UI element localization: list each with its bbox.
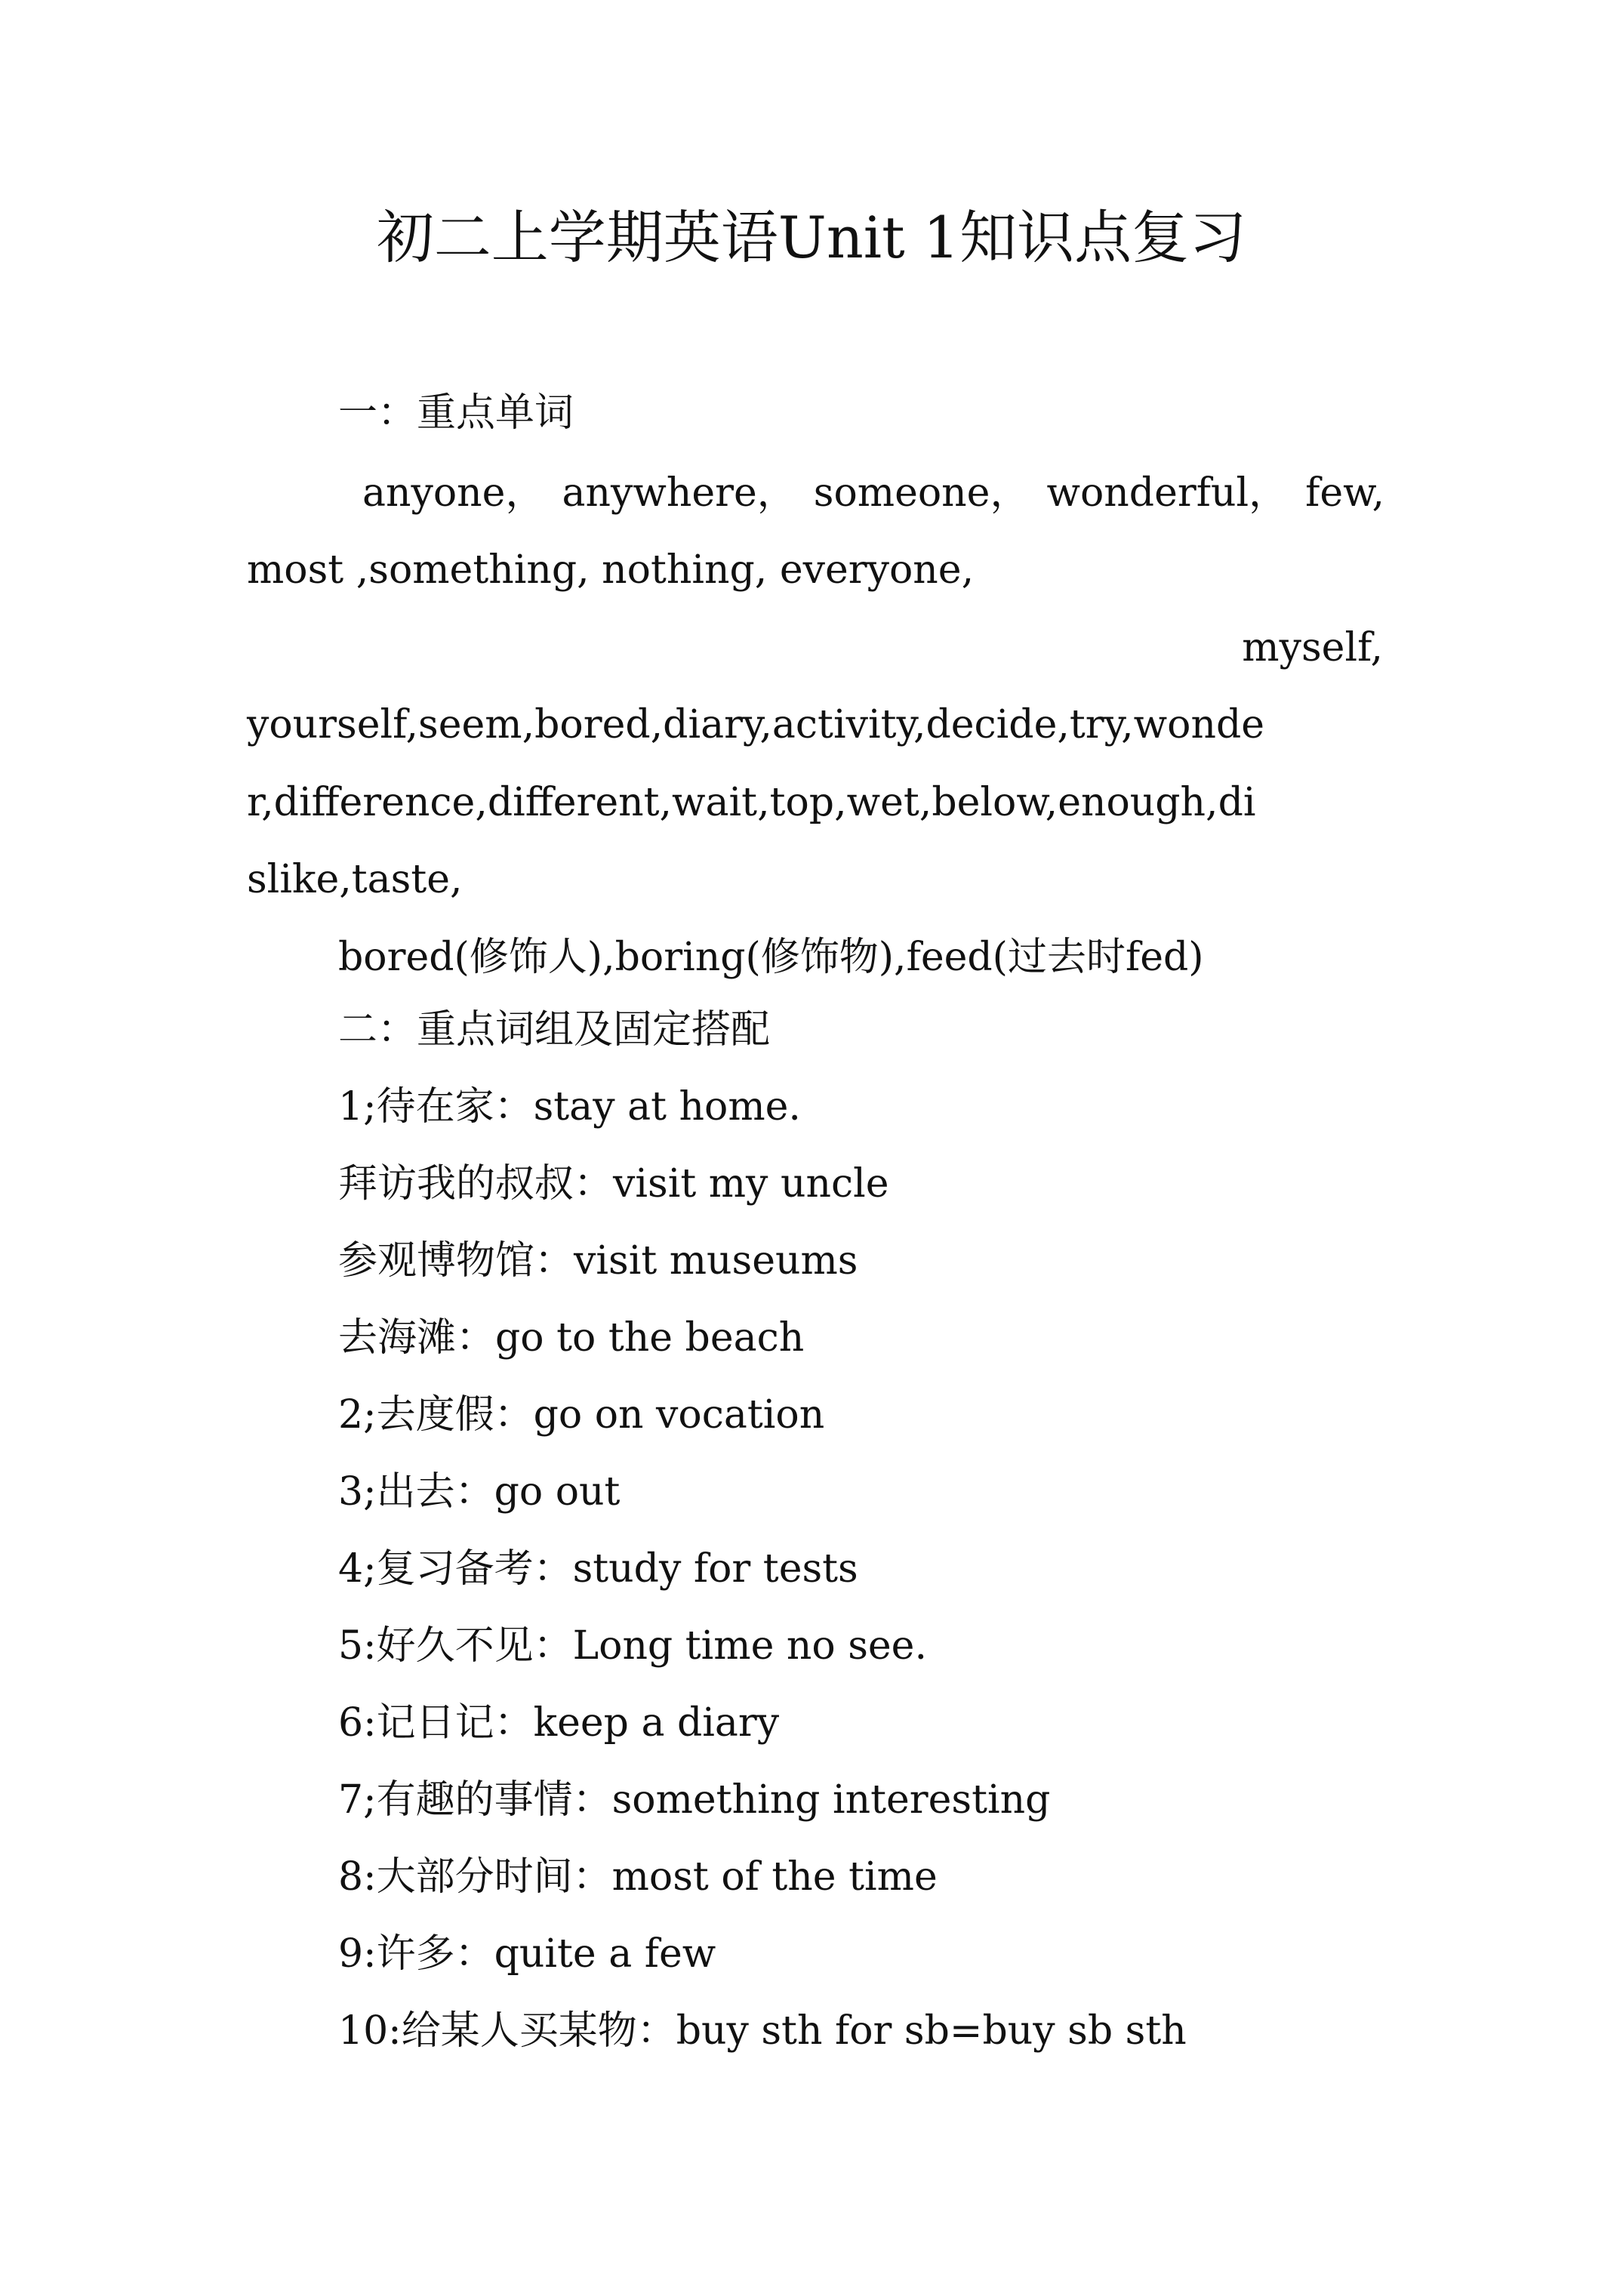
phrase-item: 1;待在家：stay at home. <box>338 1084 801 1130</box>
vocab-line-1 <box>362 469 1384 517</box>
phrase-item: 7;有趣的事情：something interesting <box>338 1777 1051 1823</box>
phrase-item: 3;出去：go out <box>338 1469 621 1515</box>
vocab-word: few, <box>1305 470 1384 516</box>
vocab-word: anyone， <box>362 470 545 516</box>
phrase-item: 拜访我的叔叔：visit my uncle <box>338 1161 889 1207</box>
vocab-word: anywhere， <box>562 470 796 516</box>
phrase-item: 8:大部分时间：most of the time <box>338 1854 938 1900</box>
vocab-line-4: yourself,seem,bored,diary,activity,decide,try,wonde <box>247 702 1265 747</box>
vocab-line-2: most ,something, nothing, everyone, <box>247 547 975 593</box>
phrase-item: 4;复习备考：study for tests <box>338 1546 858 1592</box>
phrase-item: 6:记日记：keep a diary <box>338 1700 780 1746</box>
phrase-item: 5:好久不见：Long time no see. <box>338 1623 927 1669</box>
vocab-line-6: slike,taste, <box>247 857 463 902</box>
phrase-item: 9:许多：quite a few <box>338 1931 716 1977</box>
vocab-word: someone， <box>813 470 1030 516</box>
section-heading-phrases: 二：重点词组及固定搭配 <box>338 1007 771 1052</box>
document-title: 初二上学期英语Unit 1知识点复习 <box>376 204 1247 271</box>
phrase-item: 去海滩：go to the beach <box>338 1315 805 1361</box>
section-heading-vocabulary: 一：重点单词 <box>338 390 574 436</box>
phrase-item: 参观博物馆：visit museums <box>338 1238 858 1284</box>
vocab-word: wonderful， <box>1046 470 1289 516</box>
phrase-item: 2;去度假：go on vocation <box>338 1392 825 1438</box>
vocab-line-3: myself, <box>1242 625 1383 670</box>
vocab-line-5: r,difference,different,wait,top,wet,below,enough,di <box>247 780 1256 825</box>
phrase-list <box>338 1083 1187 2084</box>
vocab-note: bored(修饰人),boring(修饰物),feed(过去时fed) <box>338 935 1204 980</box>
phrase-item: 10:给某人买某物：buy sth for sb=buy sb sth <box>338 2008 1187 2054</box>
